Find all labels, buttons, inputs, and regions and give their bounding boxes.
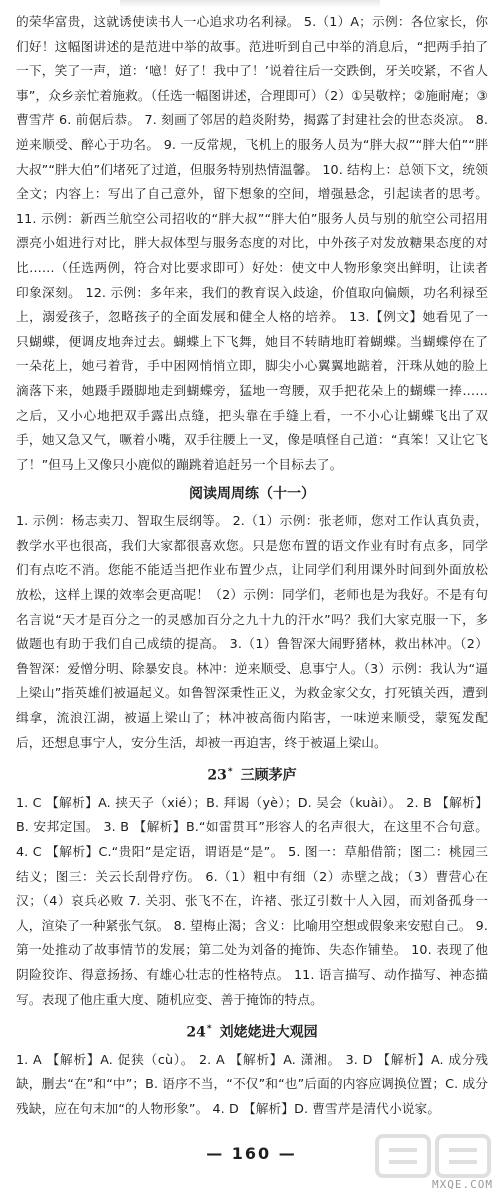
section-heading-reading-weekly (16, 479, 488, 509)
lesson-mark: * (227, 767, 233, 778)
answer-page (16, 10, 488, 1122)
lesson-title: 刘姥姥进大观园 (219, 1024, 318, 1041)
answer-paragraph-3: 1. C 【解析】A. 挟天子（xié）；B. 拜谒（yè）；D. 吴会（kuài）。 2. B 【解析】B. 安邦定国。 3. B 【解析】B.“如雷贯耳”形容人的名声很大，在这里不合句意。 4. C 【解析】C.“贵阳”是定语，谓语是“是”。 5. 图一：草船借箭；图二：桃园三结义；图三：关云长刮骨疗伤。 6.（1）粗中有细（2）赤壁之战；（3）曹营心在汉；（4）哀兵必败 7. 关羽、张飞不在，许褚、张辽引数十人入园，而刘备孤身一人，渲染了一种紧张气氛。 8. 望梅止渴；含义：比喻用空想或假象来安慰自己。 9. 第一处推动了故事情节的发展；第二处为刘备的掩饰、失态作铺垫。 10. 表现了他阴险狡诈、得意扬扬、有雄心壮志的性格特点。 11. 语言描写、动作描写、神态描写。表现了他庄重大度、随机应变、善于掩饰的特点。 (16, 794, 488, 1007)
scan-smudge (120, 0, 380, 8)
lesson-mark: * (206, 1024, 212, 1035)
page-number: — 160 — (206, 1144, 297, 1163)
lesson-number: 23 (207, 767, 227, 784)
lesson-heading-23 (16, 757, 488, 791)
watermark-text: MXQE.COM (432, 1178, 493, 1191)
section-title: 阅读周周练（十一） (189, 486, 315, 503)
lesson-heading-24 (16, 1014, 488, 1048)
answer-paragraph-4: 1. A 【解析】A. 促狭（cù）。 2. A 【解析】A. 潇湘。 3. D 【解析】A. 成分残缺，删去“在”和“中”；B. 语序不当，“不仅”和“也”后面的内容应调换位置；C. 成分残缺，应在句末加“的人物形象”。 4. D 【解析】D. 曹雪芹是清代小说家。 (16, 1051, 488, 1117)
answer-paragraph-2: 1. 示例：杨志卖刀、智取生辰纲等。 2.（1）示例：张老师，您对工作认真负责，教学水平也很高，我们大家都很喜欢您。只是您布置的语文作业有时有点多，同学们有点吃不消。您能不能适当把作业布置少点，让同学们利用课外时间到外面放松放松，这样上课的效率会更高呢！（2）示例：同学们，老师也是为我好。不是有句名言说“天才是百分之一的灵感加百分之九十九的汗水”吗？我们大家克服一下，多做题也有助于我们自己成绩的提高。 3.（1）鲁智深大闹野猪林，救出林冲。（2）鲁智深：爱憎分明、除暴安良。林冲：逆来顺受、息事宁人。（3）示例：我认为“逼上梁山”指英雄们被逼起义。如鲁智深秉性正义，为救金家父女，打死镇关西，遭到缉拿，流浪江湖，被逼上梁山了；林冲被高衙内陷害，一味逆来顺受，蒙冤发配后，还想息事宁人，安分生活，却被一再迫害，终于被逼上梁山。 (16, 513, 488, 750)
lesson-number: 24 (186, 1024, 206, 1041)
lesson-title: 三顾茅庐 (240, 767, 297, 784)
answer-paragraph-1: 的荣华富贵，这就诱使读书人一心追求功名利禄。 5.（1）A；示例：各位家长，你们好！这幅图讲述的是范进中举的故事。范进听到自己中举的消息后，“把两手拍了一下，笑了一声，道：‘噫！好了！我中了！’说着往后一交跌倒，牙关咬紧，不省人事”，众乡亲忙着施救。（任选一幅图讲述，合理即可）（2）①吴敬梓；②施耐庵；③曹雪芹 6. 前倨后恭。 7. 刻画了邻居的趋炎附势，揭露了封建社会的世态炎凉。 8. 逆来顺受、醉心于功名。 9. 一反常规，飞机上的服务人员为“胖大叔”“胖大伯”“胖大叔”“胖大伯”们堵死了过道，但服务特别热情温馨。 10. 结构上：总领下文，统领全文；内容上：写出了自己意外，留下想象的空间，增强悬念，引起读者的思考。 11. 示例：新西兰航空公司招收的“胖大叔”“胖大伯”服务人员与别的航空公司招用漂亮小姐进行对比，胖大叔体型与服务态度的对比，中外孩子对发放糖果态度的对比……（任选两例，符合对比要求即可）好处：使文中人物形象突出鲜明，让读者印象深刻。 12. 示例：多年来，我们的教育误入歧途，价值取向偏颇，功名利禄至上，溺爱孩子，忽略孩子的全面发展和健全人格的培养。 13.【例文】她看见了一只蝴蝶，便调皮地奔过去。蝴蝶上下飞舞，她目不转睛地盯着蝴蝶。当蝴蝶停在了一朵花上，她弓着背，手中困网悄悄立即，脚尖小心翼翼地踮着，汗珠从她的脸上滴落下来，她蹑手蹑脚地走到蝴蝶旁，猛地一弯腰，双手把花朵上的蝴蝶一捧……之后，又小心地把双手露出点缝，把头靠在手缝上看，一不小心让蝴蝶飞出了双手，她又急又气，噘着小嘴，双手往腰上一叉，像是嗔怪自己道：“真笨！又让它飞了！”但马上又像只小鹿似的蹦跳着追赶另一个目标去了。 (16, 14, 488, 472)
